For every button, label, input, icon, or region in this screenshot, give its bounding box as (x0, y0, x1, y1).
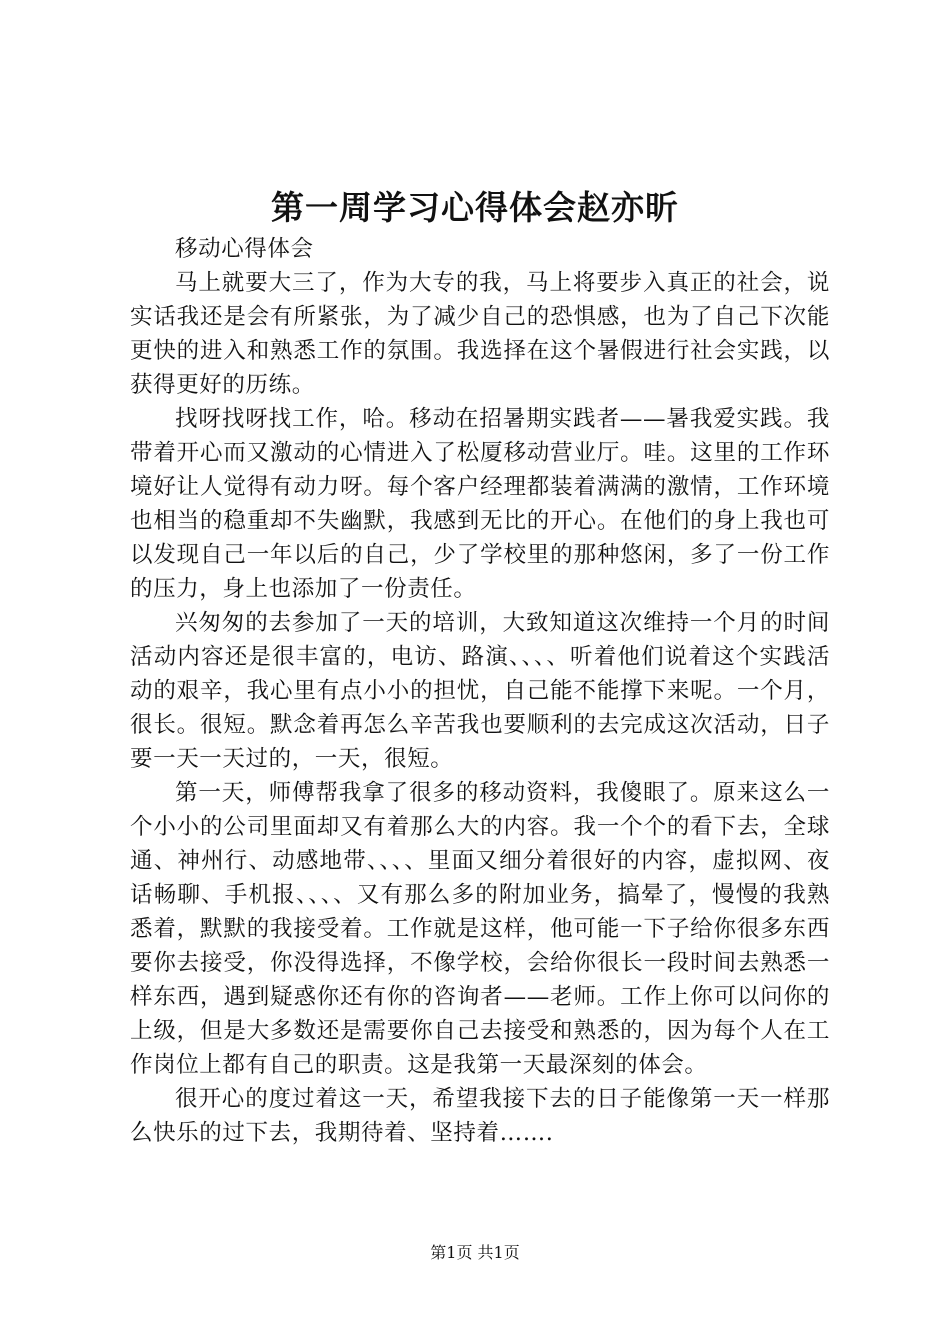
paragraph-intro: 马上就要大三了，作为大专的我，马上将要步入真正的社会，说实话我还是会有所紧张，为了减少自己的恐惧感，也为了自己下次能更快的进入和熟悉工作的氛围。我选择在这个暑假进行社会实践，以获得更好的历练。 (130, 270, 830, 398)
page-footer: 第1页 共1页 (430, 1243, 520, 1262)
document-title: 第一周学习心得体会赵亦昕 (271, 188, 679, 227)
paragraph-subtitle: 移动心得体会 (175, 236, 314, 262)
paragraph-job-search: 找呀找呀找工作，哈。移动在招暑期实践者——暑我爱实践。我带着开心而又激动的心情进入了松厦移动营业厅。哇。这里的工作环境好让人觉得有动力呀。每个客户经理都装着满满的激情，工作环境也相当的稳重却不失幽默，我感到无比的开心。在他们的身上我也可以发现自己一年以后的自己，少了学校里的那种悠闲，多了一份工作的压力，身上也添加了一份责任。 (130, 406, 830, 602)
document-body (130, 232, 830, 1150)
paragraph-first-day: 第一天，师傅帮我拿了很多的移动资料，我傻眼了。原来这么一个小小的公司里面却又有着那么大的内容。我一个个的看下去，全球通、神州行、动感地带、、、、里面又细分着很好的内容，虚拟网、夜话畅聊、手机报、、、、又有那么多的附加业务，搞晕了，慢慢的我熟悉着，默默的我接受着。工作就是这样，他可能一下子给你很多东西要你去接受，你没得选择，不像学校，会给你很长一段时间去熟悉一样东西，遇到疑惑你还有你的咨询者——老师。工作上你可以问你的上级，但是大多数还是需要你自己去接受和熟悉的，因为每个人在工作岗位上都有自己的职责。这是我第一天最深刻的体会。 (130, 780, 830, 1078)
paragraph-training: 兴匆匆的去参加了一天的培训，大致知道这次维持一个月的时间活动内容还是很丰富的，电访、路演、、、、听着他们说着这个实践活动的艰辛，我心里有点小小的担忧，自己能不能撑下来呢。一个月，很长。很短。默念着再怎么辛苦我也要顺利的去完成这次活动，日子要一天一天过的，一天，很短。 (130, 610, 830, 772)
paragraph-closing: 很开心的度过着这一天，希望我接下去的日子能像第一天一样那么快乐的过下去，我期待着、坚持着……. (130, 1086, 830, 1146)
